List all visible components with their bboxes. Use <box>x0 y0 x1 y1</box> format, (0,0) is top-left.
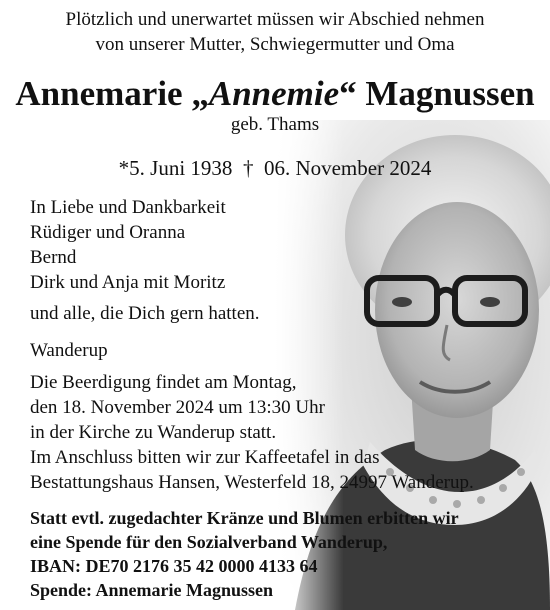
nickname-open-quote: „ <box>191 74 209 113</box>
funeral-line: Im Anschluss bitten wir zur Kaffeetafel in das <box>30 447 380 468</box>
funeral-line: in der Kirche zu Wanderup statt. <box>30 422 277 443</box>
intro-line-1: Plötzlich und unerwartet müssen wir Abschied nehmen <box>65 9 485 30</box>
funeral-line: den 18. November 2024 um 13:30 Uhr <box>30 397 325 418</box>
first-name: Annemarie <box>15 74 183 113</box>
funeral-line: Bestattungshaus Hansen, Westerfeld 18, 24997 Wanderup. <box>30 472 474 493</box>
life-dates <box>0 156 550 181</box>
donation-iban: IBAN: DE70 2176 35 42 0000 4133 64 <box>30 556 318 576</box>
deceased-name <box>0 74 550 114</box>
intro-line-2: von unserer Mutter, Schwiegermutter und Oma <box>95 34 455 55</box>
funeral-line: Die Beerdigung findet am Montag, <box>30 372 297 393</box>
last-name: Magnussen <box>365 74 535 113</box>
mourner-line: Bernd <box>30 247 77 268</box>
cross-icon: † <box>242 156 254 180</box>
mourner-line: und alle, die Dich gern hatten. <box>30 303 260 324</box>
nickname: Annemie <box>208 74 340 113</box>
maiden-name: geb. Thams <box>230 114 320 135</box>
mourner-line: Rüdiger und Oranna <box>30 222 186 243</box>
mourner-line: Dirk und Anja mit Moritz <box>30 272 226 293</box>
nickname-close-quote: “ <box>339 74 357 113</box>
place: Wanderup <box>30 340 108 361</box>
donation-reference: Spende: Annemarie Magnussen <box>30 580 274 600</box>
mourner-line: In Liebe und Dankbarkeit <box>30 197 226 218</box>
death-date: 06. November 2024 <box>263 156 432 180</box>
donation-line: eine Spende für den Sozialverband Wanderup, <box>30 532 388 552</box>
birth-date: *5. Juni 1938 <box>118 156 233 180</box>
donation-line: Statt evtl. zugedachter Kränze und Blumen erbitten wir <box>30 508 459 528</box>
